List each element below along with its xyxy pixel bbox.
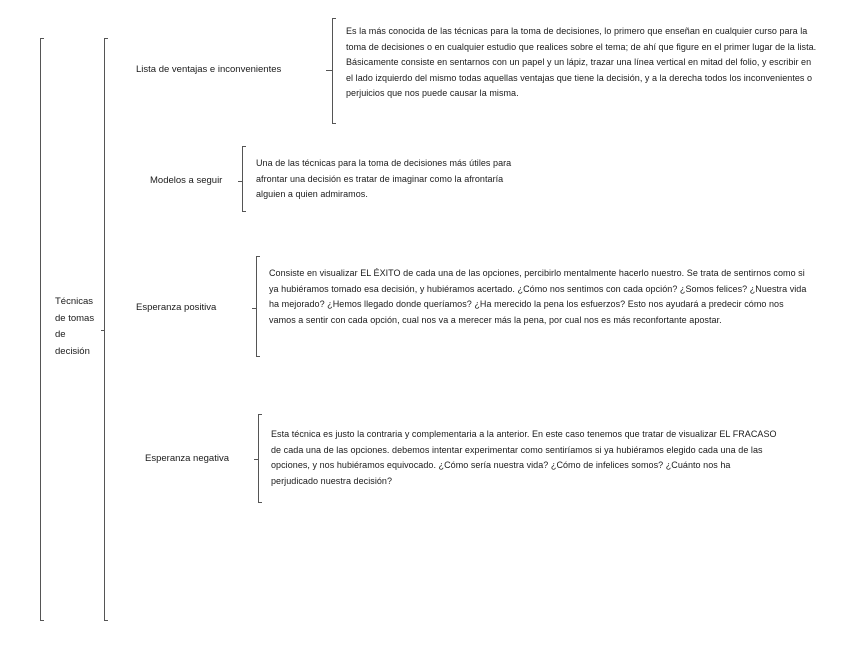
branch-label-esperanza-positiva: Esperanza positiva [136,302,217,313]
branch-label-ventajas-inconvenientes: Lista de ventajas e inconvenientes [136,64,282,75]
root-node [55,294,105,360]
description-bracket-2 [243,147,247,212]
root-label-line: de tomas [55,312,95,324]
branches-bracket [105,39,109,621]
branch-label-modelos-a-seguir: Modelos a seguir [150,175,223,186]
description-bracket-3 [257,257,261,357]
description-bracket-4 [259,415,263,503]
branch-description-esperanza-negativa: Esta técnica es justo la contraria y complementaria a la anterior. En este caso tenemos que tratar de visualizar EL FRACASO de cada una de las opciones. debemos intentar experimentar como sentiríamos si ya hubiéramos elegido cada una de las opciones, y nos hubiéramos equivocado. ¿Cómo sería nuestra vida? ¿Cómo de infelices somos? ¿Cuánto nos ha perjudicado nuestra decisión? [271,429,777,486]
root-label-line: de [55,329,66,340]
root-bracket [41,39,45,621]
branch-label-esperanza-negativa: Esperanza negativa [145,453,229,464]
branch-description-ventajas-inconvenientes: Es la más conocida de las técnicas para la toma de decisiones, lo primero que enseñan en cualquier curso para la toma de decisiones o en cualquier estudio que realices sobre el tema; de ahí que figure en el primer lugar de la lista. Básicamente consiste en sentarnos con un papel y un lápiz, trazar una línea vertical en mitad del folio, y escribir en el lado izquierdo del mismo todas aquellas ventajas que tiene la decisión, y a la derecha todos los inconvenientes o perjuicios que nos puede causar la misma. [346,26,817,98]
root-label-line: Técnicas [55,296,94,307]
description-bracket-1 [333,19,337,124]
branch-description-modelos-a-seguir: Una de las técnicas para la toma de decisiones más útiles para afrontar una decisión es tratar de imaginar como la afrontaría alguien a quien admiramos. [256,158,512,199]
branch-description-esperanza-positiva: Consiste en visualizar EL ÉXITO de cada una de las opciones, percibirlo mentalmente hacerlo nuestro. Se trata de sentirnos como si ya hubiéramos tomado esa decisión, y hubiéramos acertado. ¿Cómo nos sentimos con cada opción? ¿Somos felices? ¿Nuestra vida ha mejorado? ¿Hemos llegado donde queríamos? ¿Ha merecido la pena los esfuerzos? Esto nos ayudará a predecir cómo nos vamos a sentir con cada opción, cual nos va a merecer más la pena, por cual nos es más reconfortante apostar. [269,268,807,325]
root-label-line: decisión [55,345,90,357]
